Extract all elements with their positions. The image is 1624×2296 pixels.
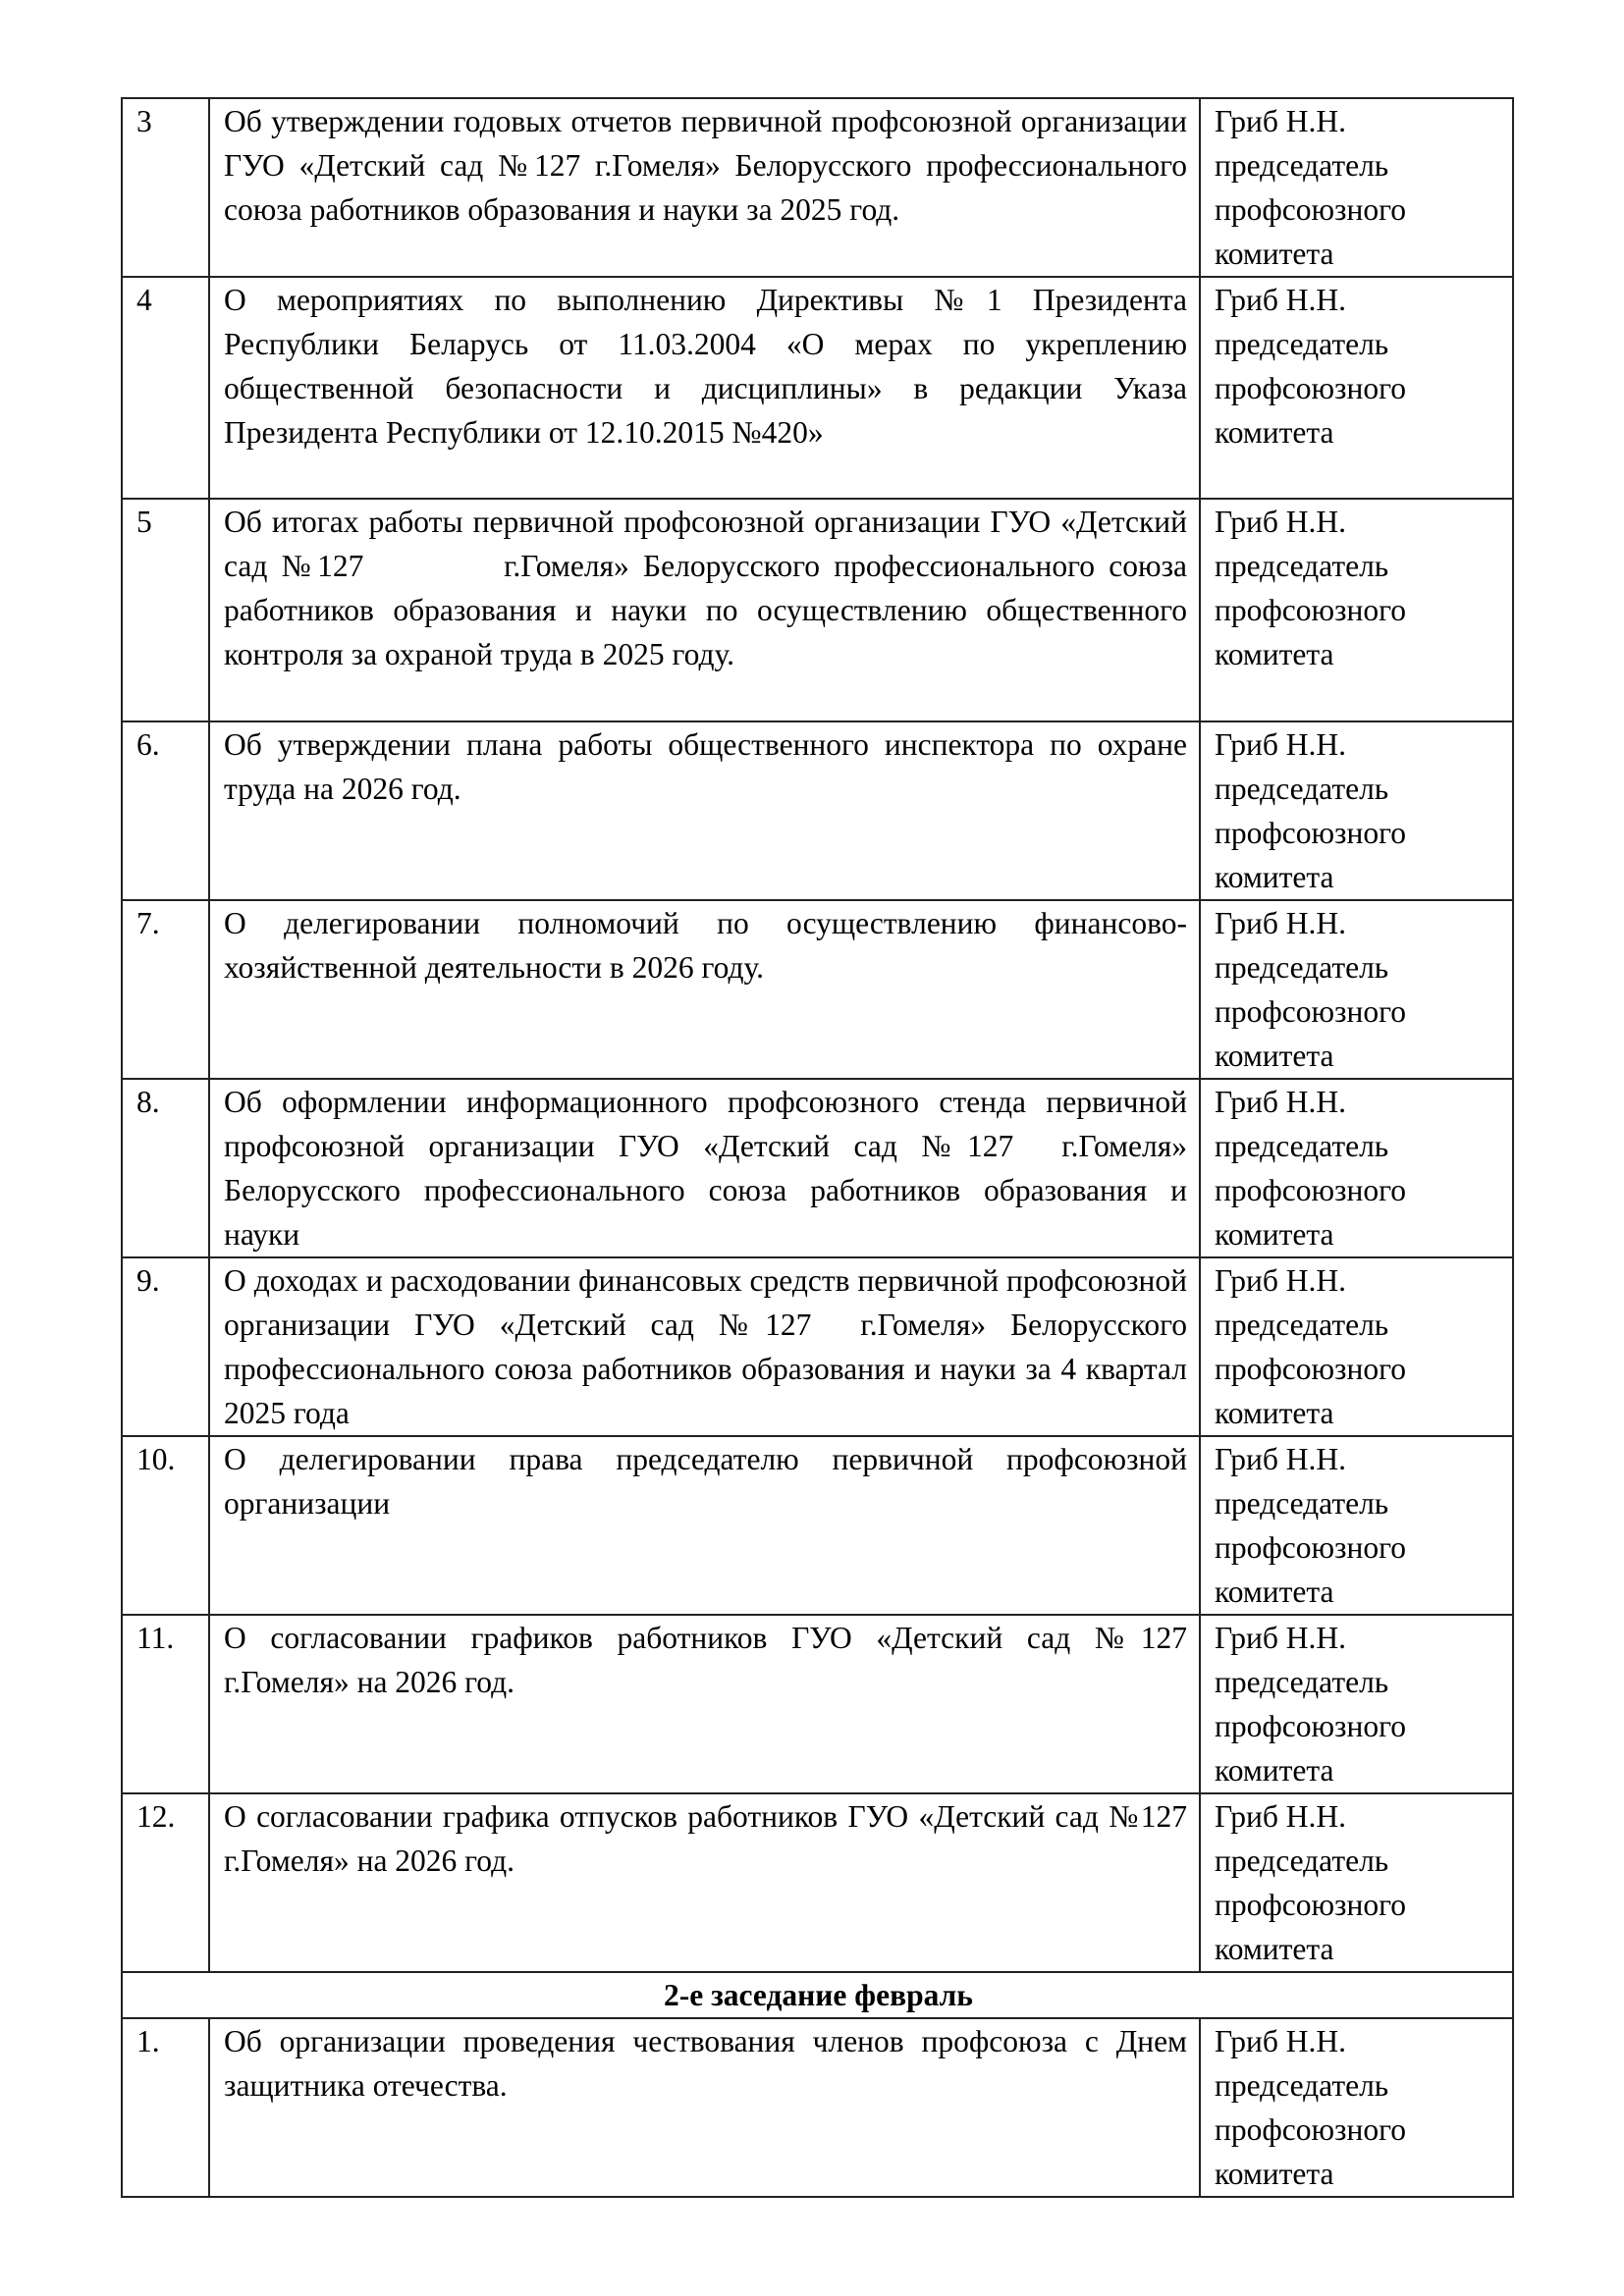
responsible-role: комитета [1215,1575,1334,1609]
table-row [122,1436,1513,1615]
responsible-role: профсоюзного [1215,994,1406,1029]
responsible-role: председатель [1215,1665,1389,1699]
responsible-name: Гриб Н.Н. [1215,505,1346,539]
responsible-role: комитета [1215,237,1334,271]
responsible-role: председатель [1215,327,1389,361]
row-number: 4 [122,277,209,499]
responsible-name: Гриб Н.Н. [1215,1442,1346,1476]
agenda-topic: О согласовании графика отпусков работников ГУО «Детский сад №127 г.Гомеля» на 2026 год. [209,1793,1200,1972]
responsible-role: комитета [1215,1932,1334,1966]
table-row [122,900,1513,1079]
agenda-topic: Об утверждении плана работы общественного инспектора по охране труда на 2026 год. [209,721,1200,900]
row-number: 7. [122,900,209,1079]
row-number: 11. [122,1615,209,1793]
responsible-name: Гриб Н.Н. [1215,2024,1346,2058]
responsible-role: председатель [1215,772,1389,806]
agenda-topic: Об организации проведения чествования членов профсоюза с Днем защитника отечества. [209,2018,1200,2197]
table-row [122,499,1513,721]
responsible-person [1200,1615,1513,1793]
responsible-role: комитета [1215,637,1334,671]
responsible-role: председатель [1215,2068,1389,2103]
agenda-topic: О согласовании графиков работников ГУО «Детский сад №127 г.Гомеля» на 2026 год. [209,1615,1200,1793]
row-number: 1. [122,2018,209,2197]
responsible-role: комитета [1215,1753,1334,1788]
responsible-role: профсоюзного [1215,1709,1406,1743]
row-number: 10. [122,1436,209,1615]
responsible-role: председатель [1215,950,1389,985]
agenda-topic: О делегировании права председателю первичной профсоюзной организации [209,1436,1200,1615]
responsible-role: комитета [1215,1217,1334,1252]
responsible-name: Гриб Н.Н. [1215,727,1346,762]
table-row [122,98,1513,277]
table-row [122,2018,1513,2197]
responsible-name: Гриб Н.Н. [1215,104,1346,138]
responsible-person [1200,98,1513,277]
responsible-role: председатель [1215,1486,1389,1521]
responsible-role: комитета [1215,415,1334,450]
responsible-person [1200,1436,1513,1615]
responsible-person [1200,1257,1513,1436]
responsible-role: председатель [1215,549,1389,583]
responsible-name: Гриб Н.Н. [1215,1621,1346,1655]
section-header-row [122,1972,1513,2018]
responsible-name: Гриб Н.Н. [1215,1263,1346,1298]
table-row [122,277,1513,499]
responsible-role: профсоюзного [1215,371,1406,405]
responsible-role: председатель [1215,1843,1389,1878]
row-number: 9. [122,1257,209,1436]
agenda-topic: О доходах и расходовании финансовых средств первичной профсоюзной организации ГУО «Детский сад №127 г.Гомеля» Белорусского профессионального союза работников образования и науки за 4 квартал 2025 года [209,1257,1200,1436]
responsible-role: комитета [1215,860,1334,894]
responsible-role: профсоюзного [1215,1530,1406,1565]
responsible-role: профсоюзного [1215,1352,1406,1386]
responsible-person [1200,1793,1513,1972]
meetings-plan-table [121,97,1514,2198]
responsible-person [1200,499,1513,721]
responsible-name: Гриб Н.Н. [1215,906,1346,940]
agenda-topic: О делегировании полномочий по осуществлению финансово-хозяйственной деятельности в 2026 году. [209,900,1200,1079]
row-number: 3 [122,98,209,277]
responsible-role: председатель [1215,1129,1389,1163]
responsible-role: профсоюзного [1215,593,1406,627]
responsible-role: профсоюзного [1215,816,1406,850]
table-row [122,1615,1513,1793]
responsible-person [1200,2018,1513,2197]
row-number: 12. [122,1793,209,1972]
responsible-role: профсоюзного [1215,2112,1406,2147]
responsible-name: Гриб Н.Н. [1215,283,1346,317]
responsible-name: Гриб Н.Н. [1215,1085,1346,1119]
table-row [122,721,1513,900]
responsible-role: профсоюзного [1215,1173,1406,1207]
responsible-role: профсоюзного [1215,1888,1406,1922]
table-row [122,1793,1513,1972]
responsible-role: председатель [1215,148,1389,183]
table-row [122,1257,1513,1436]
responsible-role: комитета [1215,2157,1334,2191]
agenda-topic: Об утверждении годовых отчетов первичной профсоюзной организации ГУО «Детский сад №127 г.Гомеля» Белорусского профессионального союза работников образования и науки за 2025 год. [209,98,1200,277]
responsible-person [1200,721,1513,900]
row-number: 5 [122,499,209,721]
table-row [122,1079,1513,1257]
responsible-role: председатель [1215,1308,1389,1342]
responsible-name: Гриб Н.Н. [1215,1799,1346,1834]
row-number: 8. [122,1079,209,1257]
row-number: 6. [122,721,209,900]
responsible-person [1200,277,1513,499]
agenda-topic: Об итогах работы первичной профсоюзной организации ГУО «Детский сад №127 г.Гомеля» Белорусского профессионального союза работников образования и науки по осуществлению общественного контроля за охраной труда в 2025 году. [209,499,1200,721]
responsible-role: комитета [1215,1039,1334,1073]
responsible-role: профсоюзного [1215,192,1406,227]
responsible-person [1200,1079,1513,1257]
agenda-topic: Об оформлении информационного профсоюзного стенда первичной профсоюзной организации ГУО «Детский сад №127 г.Гомеля» Белорусского профессионального союза работников образования и науки [209,1079,1200,1257]
section-title: 2-е заседание февраль [122,1972,1513,2018]
agenda-topic: О мероприятиях по выполнению Директивы №1 Президента Республики Беларусь от 11.03.2004 «О мерах по укреплению общественной безопасности и дисциплины» в редакции Указа Президента Республики от 12.10.2015 №420» [209,277,1200,499]
responsible-role: комитета [1215,1396,1334,1430]
responsible-person [1200,900,1513,1079]
